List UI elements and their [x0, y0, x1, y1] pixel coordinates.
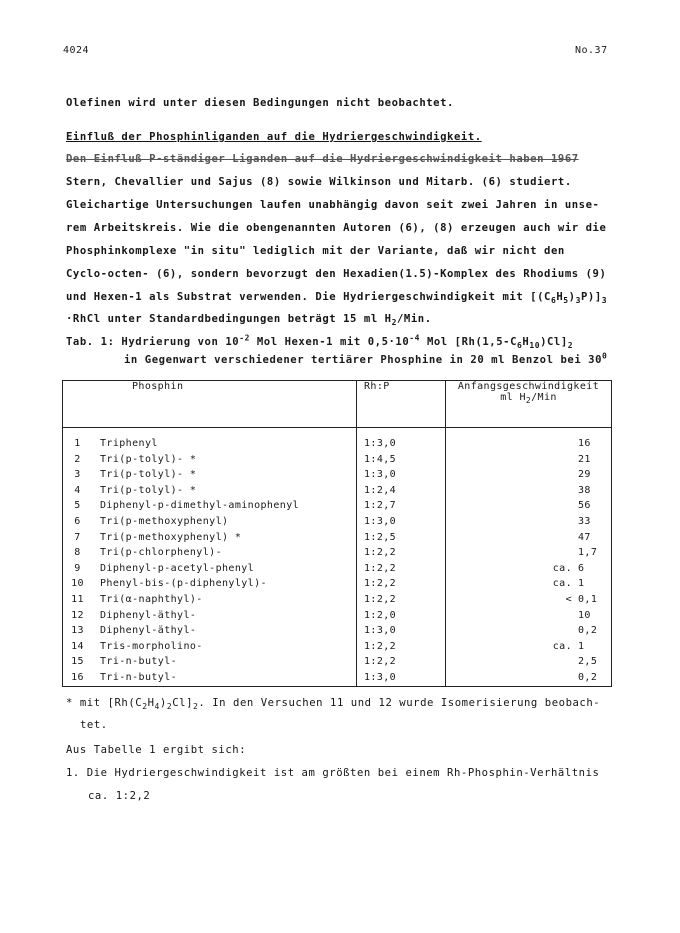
- point-1-line-2: ca. 1:2,2: [88, 790, 151, 802]
- table-row: [63, 608, 612, 624]
- row-number: 3: [74, 469, 81, 481]
- paragraph-line-3: Gleichartige Untersuchungen laufen unabhängig davon seit zwei Jahren in unse-: [66, 199, 600, 211]
- table-row: [63, 530, 612, 546]
- row-number: 8: [74, 547, 81, 559]
- row-number: 12: [71, 609, 84, 621]
- rate-value: 10: [578, 609, 591, 621]
- rate-value: 1: [578, 640, 585, 652]
- phosphin-name: Tri(p-methoxyphenyl) *: [100, 531, 242, 543]
- row-number: 15: [71, 656, 84, 668]
- rh-p-ratio: 1:2,2: [357, 545, 446, 561]
- hydrogenation-table: [62, 380, 612, 687]
- initial-rate: [446, 639, 612, 655]
- rh-p-ratio: 1:2,2: [357, 639, 446, 655]
- rate-value: 47: [578, 531, 591, 543]
- initial-rate: [446, 428, 612, 452]
- rh-p-ratio: 1:3,0: [357, 514, 446, 530]
- phosphin-name: Tris-morpholino-: [100, 640, 203, 652]
- conclusion-intro: Aus Tabelle 1 ergibt sich:: [66, 744, 247, 756]
- paragraph-line-4: rem Arbeitskreis. Wie die obengenannten Autoren (6), (8) erzeugen auch wir die: [66, 222, 607, 234]
- row-number: 2: [74, 453, 81, 465]
- rate-value: 6: [578, 562, 585, 574]
- phosphin-name: Tri(p-chlorphenyl)-: [100, 547, 222, 559]
- phosphin-name: Tri(α-naphthyl)-: [100, 593, 203, 605]
- row-number: 7: [74, 531, 81, 543]
- point-1-line-1: 1. Die Hydriergeschwindigkeit ist am größten bei einem Rh-Phosphin-Verhältnis: [66, 767, 600, 779]
- rh-p-ratio: 1:2,2: [357, 654, 446, 670]
- table-row: [63, 498, 612, 514]
- rate-value: 33: [578, 515, 591, 527]
- table-row: [63, 670, 612, 686]
- initial-rate: [446, 498, 612, 514]
- paragraph-line-7: und Hexen-1 als Substrat verwenden. Die Hydriergeschwindigkeit mit $[(C_6H_5)_3P)]_3$: [66, 291, 608, 306]
- initial-rate: [446, 670, 612, 686]
- issue-number: No.37: [575, 45, 608, 56]
- rh-p-ratio: 1:2,4: [357, 483, 446, 499]
- table-row: [63, 639, 612, 655]
- table-row: [63, 576, 612, 592]
- phosphin-name: Tri(p-tolyl)- *: [100, 484, 197, 496]
- table-caption-line-2: in Gegenwart verschiedener tertiärer Phosphine in 20 ml Benzol bei $30^0$: [124, 351, 608, 366]
- rate-value: 2,5: [578, 656, 598, 668]
- phosphin-name: Diphenyl-äthyl-: [100, 609, 197, 621]
- row-number: 10: [71, 578, 84, 590]
- table-row: [63, 467, 612, 483]
- row-number: 13: [71, 625, 84, 637]
- row-number: 4: [74, 484, 81, 496]
- rh-p-ratio: 1:2,7: [357, 498, 446, 514]
- phosphin-name: Tri-n-butyl-: [100, 656, 178, 668]
- rate-qualifier: ca.: [552, 578, 572, 590]
- initial-rate: [446, 514, 612, 530]
- row-number: 6: [74, 515, 81, 527]
- phosphin-name: Diphenyl-p-acetyl-phenyl: [100, 562, 255, 574]
- table-row: [63, 514, 612, 530]
- rh-p-ratio: 1:4,5: [357, 452, 446, 468]
- initial-rate: [446, 545, 612, 561]
- rate-value: 16: [578, 438, 591, 449]
- initial-rate: [446, 483, 612, 499]
- table-row: [63, 623, 612, 639]
- rate-qualifier: <: [565, 593, 572, 605]
- table-row: [63, 561, 612, 577]
- rh-p-ratio: 1:2,2: [357, 576, 446, 592]
- phosphin-name: Triphenyl: [100, 438, 158, 449]
- paragraph-line-8: ·RhCl unter Standardbedingungen beträgt 15 ml $H_2$/Min.: [66, 313, 432, 328]
- rate-qualifier: ca.: [552, 640, 572, 652]
- rh-p-ratio: 1:2,2: [357, 561, 446, 577]
- rate-value: 0,2: [578, 671, 598, 683]
- table-row: [63, 592, 612, 608]
- initial-rate: [446, 452, 612, 468]
- initial-rate: [446, 623, 612, 639]
- initial-rate: [446, 576, 612, 592]
- paragraph-line-5: Phosphinkomplexe "in situ" lediglich mit der Variante, daß wir nicht den: [66, 245, 565, 257]
- rate-value: 56: [578, 500, 591, 512]
- intro-line: Olefinen wird unter diesen Bedingungen nicht beobachtet.: [66, 97, 454, 109]
- initial-rate: [446, 467, 612, 483]
- rh-p-ratio: 1:3,0: [357, 428, 446, 452]
- paragraph-line-2: Stern, Chevallier und Sajus (8) sowie Wilkinson und Mitarb. (6) studiert.: [66, 176, 572, 188]
- phosphin-name: Tri(p-methoxyphenyl): [100, 515, 229, 527]
- rh-p-ratio: 1:3,0: [357, 670, 446, 686]
- rate-qualifier: ca.: [552, 562, 572, 574]
- table-row: [63, 452, 612, 468]
- phosphin-name: Diphenyl-p-dimethyl-aminophenyl: [100, 500, 300, 512]
- initial-rate: [446, 654, 612, 670]
- initial-rate: [446, 592, 612, 608]
- rate-value: 21: [578, 453, 591, 465]
- section-heading: Einfluß der Phosphinliganden auf die Hydriergeschwindigkeit.: [66, 131, 482, 143]
- initial-rate: [446, 530, 612, 546]
- rh-p-ratio: 1:2,5: [357, 530, 446, 546]
- row-number: 1: [74, 438, 81, 449]
- rate-value: 1,7: [578, 547, 598, 559]
- paragraph-line-6: Cyclo-octen- (6), sondern bevorzugt den Hexadien(1.5)-Komplex des Rhodiums (9): [66, 268, 607, 280]
- table-row: [63, 483, 612, 499]
- table-row: [63, 428, 612, 452]
- phosphin-name: Tri(p-tolyl)- *: [100, 453, 197, 465]
- col-phosphin-header: Phosphin: [92, 381, 357, 428]
- rate-value: 29: [578, 469, 591, 481]
- rh-p-ratio: 1:2,0: [357, 608, 446, 624]
- rh-p-ratio: 1:2,2: [357, 592, 446, 608]
- table-row: [63, 654, 612, 670]
- row-number: 14: [71, 640, 84, 652]
- table-caption-line-1: Tab. 1: Hydrierung von $10^{-2}$ Mol Hexen-1 mit $0,5\cdot 10^{-4}$ Mol $[Rh(1,5-C_6H_{10})Cl]_2$: [66, 333, 574, 351]
- page-number: 4024: [63, 45, 90, 56]
- phosphin-name: Tri-n-butyl-: [100, 671, 178, 683]
- rate-value: 1: [578, 578, 585, 590]
- row-number: 16: [71, 671, 84, 683]
- col-rate-header: Anfangsgeschwindigkeit ml $H_2$/Min: [446, 381, 612, 428]
- col-number-header: [63, 381, 93, 428]
- row-number: 11: [71, 593, 84, 605]
- row-number: 9: [74, 562, 81, 574]
- rh-p-ratio: 1:3,0: [357, 467, 446, 483]
- phosphin-name: Phenyl-bis-(p-diphenylyl)-: [100, 578, 267, 590]
- row-number: 5: [74, 500, 81, 512]
- footnote-line-1: * mit $[Rh(C_2H_4)_2Cl]_2$. In den Versuchen 11 und 12 wurde Isomerisierung beobach-: [66, 697, 601, 712]
- paragraph-line-1: Den Einfluß P-ständiger Liganden auf die Hydriergeschwindigkeit haben 1967: [66, 153, 579, 165]
- rate-value: 0,2: [578, 625, 598, 637]
- footnote-line-2: tet.: [80, 719, 108, 731]
- table-row: [63, 545, 612, 561]
- initial-rate: [446, 608, 612, 624]
- rate-value: 0,1: [578, 593, 598, 605]
- phosphin-name: Diphenyl-äthyl-: [100, 625, 197, 637]
- col-ratio-header: Rh:P: [357, 381, 446, 428]
- rate-value: 38: [578, 484, 591, 496]
- rh-p-ratio: 1:3,0: [357, 623, 446, 639]
- initial-rate: [446, 561, 612, 577]
- phosphin-name: Tri(p-tolyl)- *: [100, 469, 197, 481]
